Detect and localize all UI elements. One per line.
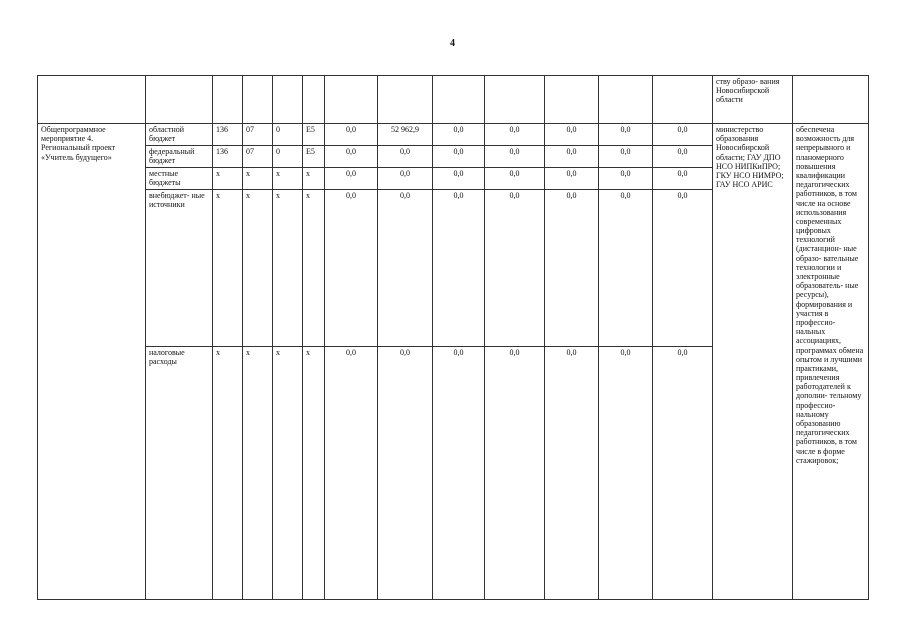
funding-source: федеральный бюджет xyxy=(146,146,213,168)
value-cell: 0,0 xyxy=(378,347,433,600)
funding-source: налоговые расходы xyxy=(146,347,213,600)
value-cell: 0,0 xyxy=(433,146,485,168)
value-cell: 0,0 xyxy=(325,124,378,146)
value-cell: 0,0 xyxy=(325,190,378,347)
code-cell: 136 xyxy=(213,146,243,168)
code-cell: x xyxy=(303,190,325,347)
code-cell: x xyxy=(243,347,273,600)
value-cell: 0,0 xyxy=(545,168,599,190)
expected-result: обеспечена возможность для непрерывного и планомерного повышения квалификации педагогических работников, в том числе на основе использования современных цифровых технологий (дистанцион- ные образо- вательные технологии и электронные образователь- ные ресурсы), формирования и участия в профессио- нальных ассоциациях, программах обмена опытом и лучшими практиками, привлечения работодателей к дополни- тельному профессио- нальному образованию педагогических работников, в том числе в форме стажировок; xyxy=(793,124,869,600)
value-cell: 0,0 xyxy=(545,190,599,347)
code-cell: x xyxy=(303,168,325,190)
value-cell: 0,0 xyxy=(433,190,485,347)
program-table xyxy=(37,75,869,600)
value-cell: 0,0 xyxy=(325,168,378,190)
code-cell: x xyxy=(273,347,303,600)
page-number: 4 xyxy=(450,38,455,49)
value-cell: 0,0 xyxy=(599,146,653,168)
executor-continuation: ству образо- вания Новосибирской области xyxy=(713,76,793,124)
code-cell: 0 xyxy=(273,146,303,168)
value-cell: 0,0 xyxy=(599,124,653,146)
code-cell: x xyxy=(273,168,303,190)
code-cell: Е5 xyxy=(303,146,325,168)
value-cell: 0,0 xyxy=(653,168,713,190)
table-row xyxy=(38,124,869,146)
value-cell: 0,0 xyxy=(485,124,545,146)
code-cell: 0 xyxy=(273,124,303,146)
value-cell: 0,0 xyxy=(599,168,653,190)
value-cell: 0,0 xyxy=(325,347,378,600)
value-cell: 0,0 xyxy=(485,190,545,347)
value-cell: 0,0 xyxy=(378,168,433,190)
measure-name: Общепрограммное мероприятие 4. Региональный проект «Учитель будущего» xyxy=(38,124,146,600)
code-cell: x xyxy=(273,190,303,347)
value-cell: 0,0 xyxy=(433,124,485,146)
code-cell: x xyxy=(303,347,325,600)
value-cell: 0,0 xyxy=(545,347,599,600)
code-cell: 07 xyxy=(243,124,273,146)
code-cell: 136 xyxy=(213,124,243,146)
value-cell: 0,0 xyxy=(599,347,653,600)
code-cell: Е5 xyxy=(303,124,325,146)
executors: министерство образования Новосибирской области; ГАУ ДПО НСО НИПКиПРО; ГКУ НСО НИМРО; ГАУ НСО АРИС xyxy=(713,124,793,600)
value-cell: 0,0 xyxy=(599,190,653,347)
code-cell: x xyxy=(213,168,243,190)
value-cell: 0,0 xyxy=(485,347,545,600)
value-cell: 0,0 xyxy=(325,146,378,168)
value-cell: 0,0 xyxy=(485,168,545,190)
funding-source: внебюджет- ные источники xyxy=(146,190,213,347)
value-cell: 0,0 xyxy=(653,146,713,168)
value-cell: 52 962,9 xyxy=(378,124,433,146)
value-cell: 0,0 xyxy=(433,347,485,600)
value-cell: 0,0 xyxy=(485,146,545,168)
funding-source: местные бюджеты xyxy=(146,168,213,190)
code-cell: x xyxy=(213,190,243,347)
code-cell: 07 xyxy=(243,146,273,168)
value-cell: 0,0 xyxy=(653,190,713,347)
value-cell: 0,0 xyxy=(433,168,485,190)
code-cell: x xyxy=(243,168,273,190)
value-cell: 0,0 xyxy=(545,124,599,146)
value-cell: 0,0 xyxy=(378,146,433,168)
code-cell: x xyxy=(213,347,243,600)
continuation-row xyxy=(38,76,869,124)
value-cell: 0,0 xyxy=(653,124,713,146)
value-cell: 0,0 xyxy=(545,146,599,168)
value-cell: 0,0 xyxy=(378,190,433,347)
funding-source: областной бюджет xyxy=(146,124,213,146)
code-cell: x xyxy=(243,190,273,347)
value-cell: 0,0 xyxy=(653,347,713,600)
